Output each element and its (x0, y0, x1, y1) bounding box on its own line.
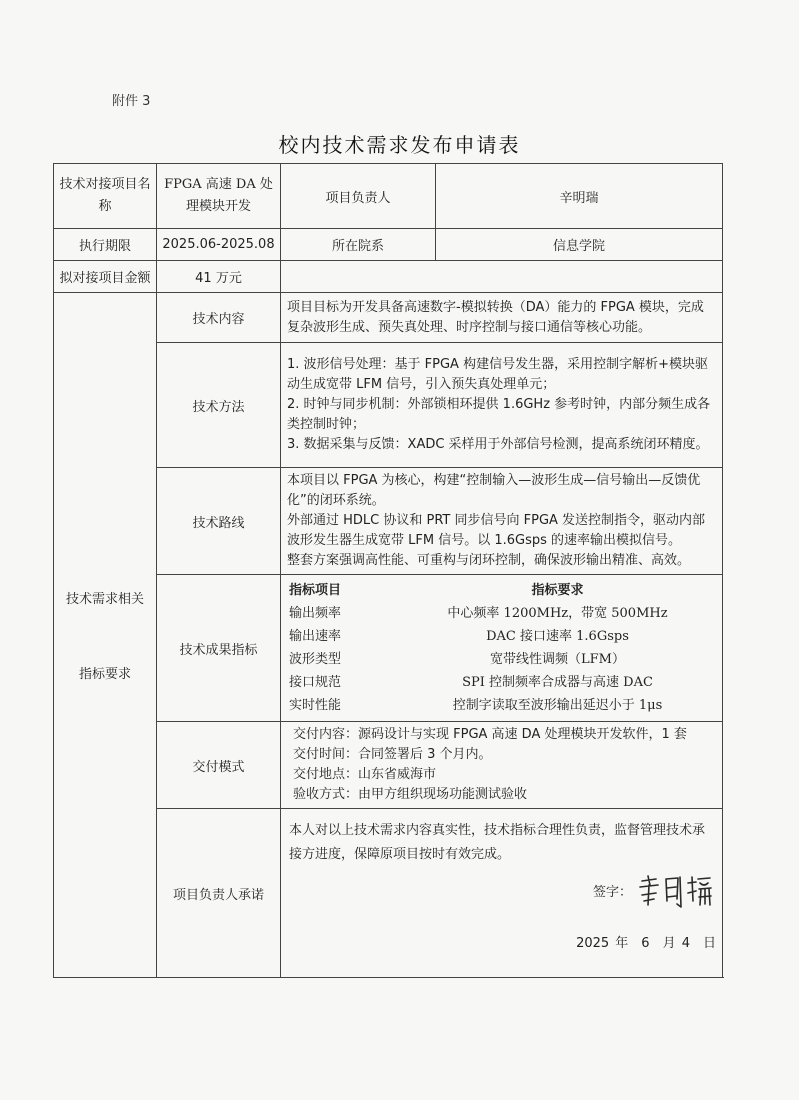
method-item: 1. 波形信号处理：基于 FPGA 构建信号发生器，采用控制字解析+模块驱动生成宽带 LFM 信号，引入预失真处理单元； (287, 357, 708, 392)
indicator-req: DAC 接口速率 1.6Gsps (486, 629, 629, 644)
indicator-item: 接口规范 (289, 675, 342, 690)
delivery-line: 交付内容：源码设计与实现 FPGA 高速 DA 处理模块开发软件，1 套 (293, 727, 687, 742)
leader-label: 项目负责人 (281, 164, 436, 229)
requirements-label-line2: 指标要求 (78, 667, 131, 682)
amount-value: 41 万元 (157, 261, 281, 293)
requirements-label (54, 293, 157, 978)
row-project-name (54, 164, 723, 229)
tech-method-label: 技术方法 (157, 343, 281, 468)
amount-label: 拟对接项目金额 (54, 261, 157, 293)
delivery-text (281, 722, 723, 809)
indicator-row (287, 648, 716, 671)
indicator-req: 中心频率 1200MHz，带宽 500MHz (447, 606, 668, 621)
indicator-table (287, 579, 716, 717)
handwritten-signature (636, 871, 716, 911)
attachment-label: 附件 3 (112, 94, 151, 109)
indicator-item: 输出频率 (289, 606, 342, 621)
indicator-row (287, 625, 716, 648)
tech-content-label: 技术内容 (157, 293, 281, 343)
pledge-cell (281, 809, 723, 978)
row-tech-content (54, 293, 723, 343)
project-name-value: FPGA 高速 DA 处理模块开发 (157, 164, 281, 229)
amount-empty-cell (281, 261, 723, 293)
dept-label: 所在院系 (281, 229, 436, 261)
dept-value: 信息学院 (436, 229, 723, 261)
delivery-line: 交付地点：山东省威海市 (293, 767, 437, 782)
indicator-req: 宽带线性调频（LFM） (490, 652, 625, 667)
pledge-text: 本人对以上技术需求内容真实性，技术指标合理性负责，监督管理技术承接方进度，保障原项目按时有效完成。 (289, 823, 706, 862)
delivery-line: 验收方式：由甲方组织现场功能测试验收 (293, 787, 528, 802)
indicator-req: 控制字读取至波形输出延迟小于 1μs (452, 698, 663, 713)
indicator-item: 波形类型 (289, 652, 342, 667)
application-form-table (53, 163, 723, 978)
indicator-row (287, 694, 716, 717)
row-amount (54, 261, 723, 293)
indicator-req: SPI 控制频率合成器与高速 DAC (462, 675, 653, 690)
indicator-header-row (287, 579, 716, 602)
project-name-label: 技术对接项目名称 (54, 164, 157, 229)
indicator-item: 输出速率 (289, 629, 342, 644)
pledge-label: 项目负责人承诺 (157, 809, 281, 978)
signature-label: 签字： (592, 885, 632, 900)
pledge-date: 2025 年 6 月 4 日 (576, 936, 716, 951)
indicator-item: 实时性能 (289, 698, 342, 713)
tech-results-cell (281, 575, 723, 722)
document-title: 校内技术需求发布申请表 (278, 133, 521, 157)
indicator-row (287, 671, 716, 694)
row-period (54, 229, 723, 261)
tech-method-text (281, 343, 723, 468)
tech-results-label: 技术成果指标 (157, 575, 281, 722)
indicator-row (287, 602, 716, 625)
method-item: 3. 数据采集与反馈：XADC 采样用于外部信号检测，提高系统闭环精度。 (287, 437, 709, 452)
leader-value: 辛明瑞 (436, 164, 723, 229)
delivery-label: 交付模式 (157, 722, 281, 809)
indicator-header-req: 指标要求 (531, 583, 584, 598)
delivery-line: 交付时间：合同签署后 3 个月内。 (293, 747, 492, 762)
indicator-header-item: 指标项目 (289, 583, 342, 598)
route-paragraph: 整套方案强调高性能、可重构与闭环控制，确保波形输出精准、高效。 (287, 553, 691, 568)
tech-route-text (281, 468, 723, 575)
route-paragraph: 外部通过 HDLC 协议和 PRT 同步信号向 FPGA 发送控制指令，驱动内部波形发生器生成宽带 LFM 信号。以 1.6Gsps 的速率输出模拟信号。 (287, 513, 706, 548)
period-label: 执行期限 (54, 229, 157, 261)
tech-content-text: 项目目标为开发具备高速数字-模拟转换（DA）能力的 FPGA 模块，完成复杂波形生成、预失真处理、时序控制与接口通信等核心功能。 (281, 293, 723, 343)
method-item: 2. 时钟与同步机制：外部锁相环提供 1.6GHz 参考时钟，内部分频生成各类控制时钟； (287, 397, 711, 432)
route-paragraph: 本项目以 FPGA 为核心，构建“控制输入—波形生成—信号输出—反馈优化”的闭环系统。 (287, 473, 701, 508)
requirements-label-line1: 技术需求相关 (65, 592, 144, 607)
tech-route-label: 技术路线 (157, 468, 281, 575)
period-value: 2025.06-2025.08 (157, 229, 281, 261)
